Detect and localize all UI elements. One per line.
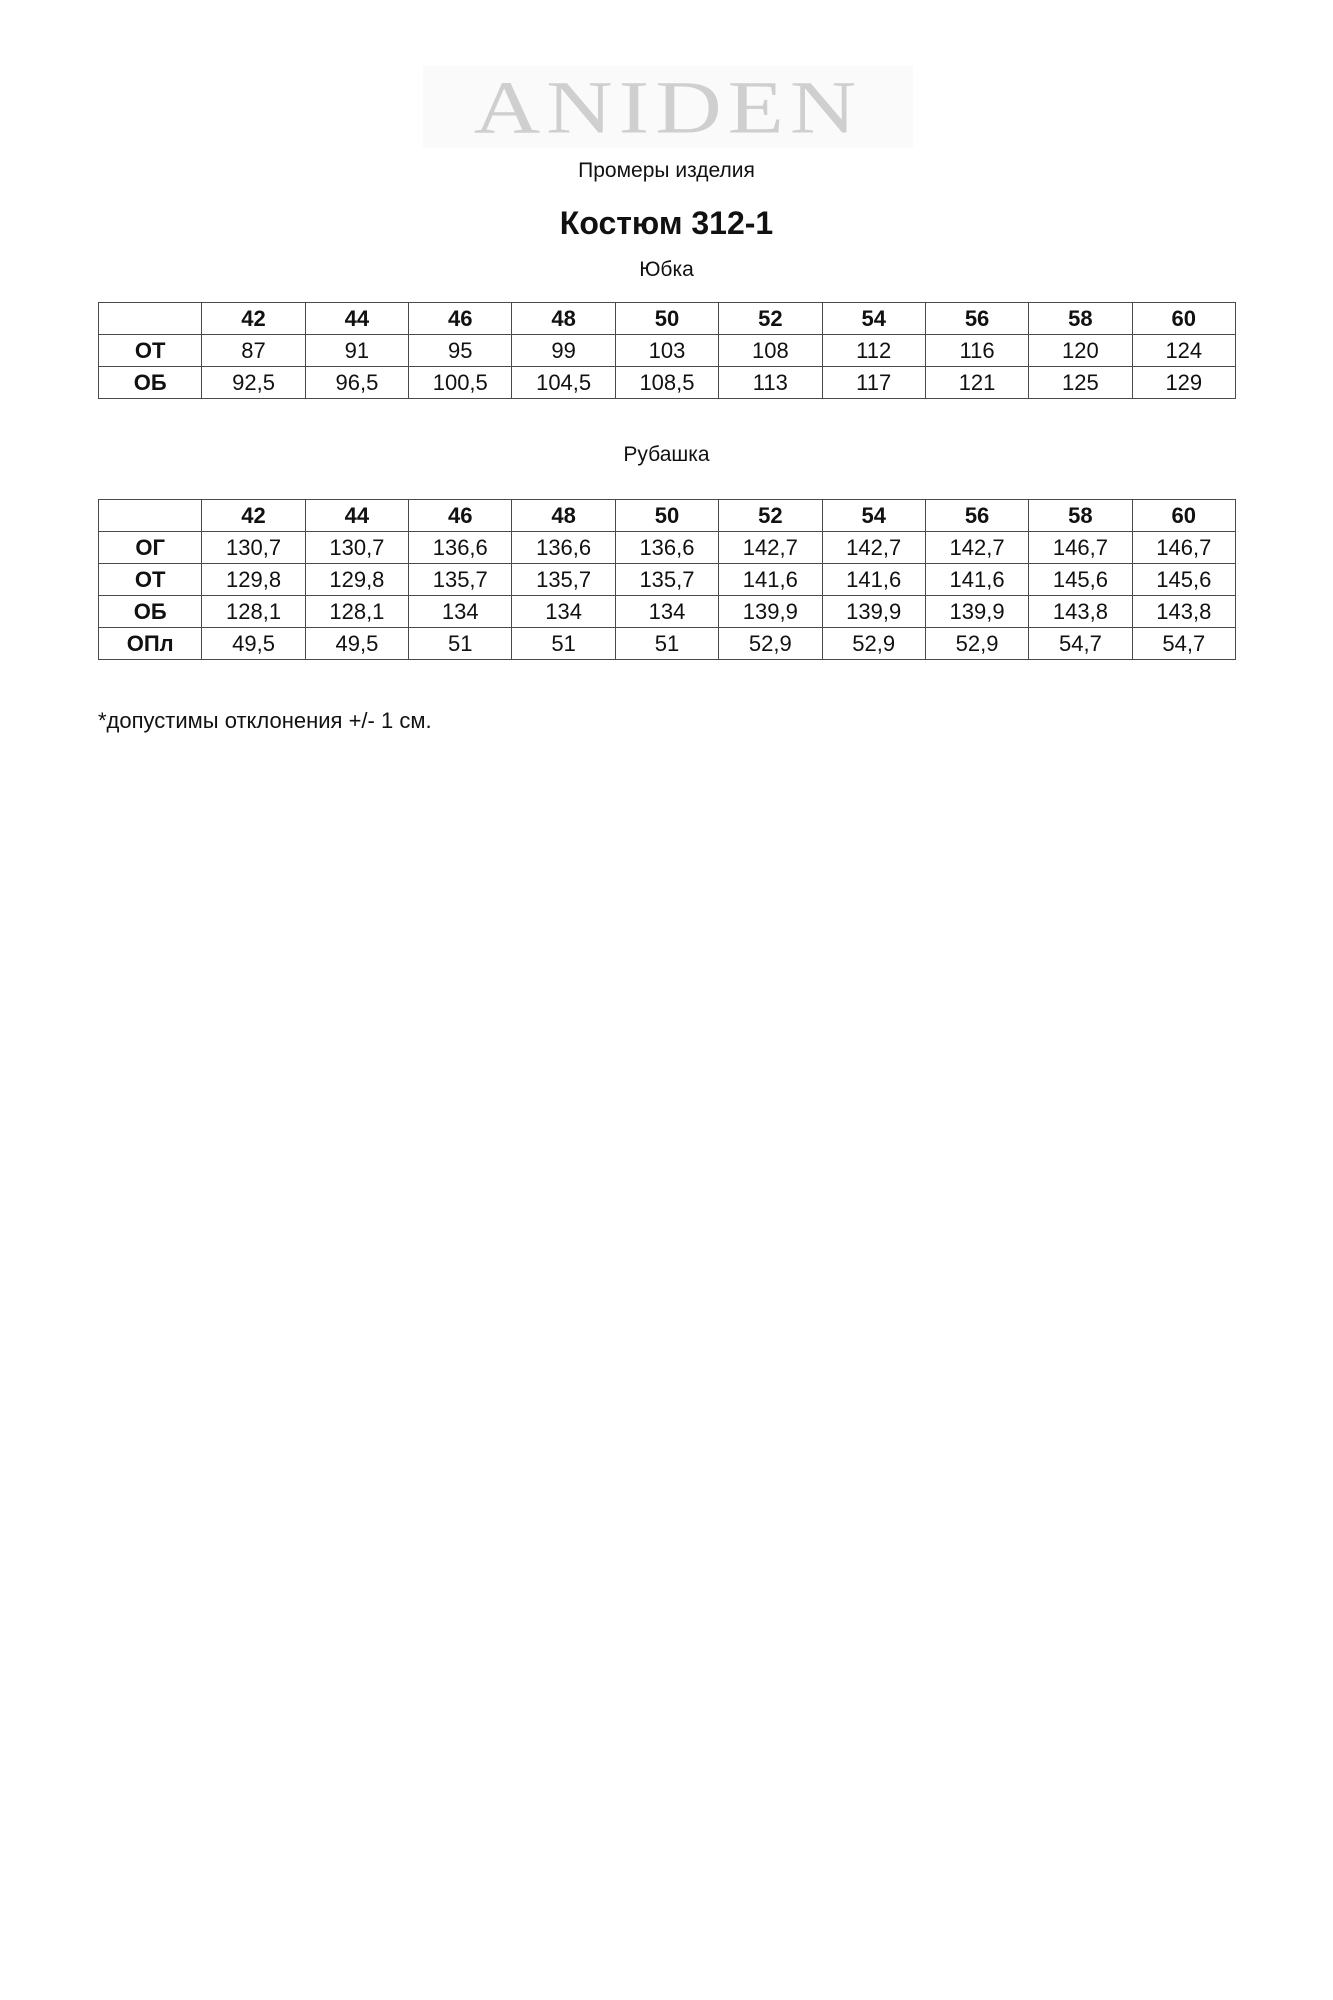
size-header-cell: 60: [1132, 303, 1235, 335]
measurement-cell: 130,7: [202, 532, 305, 564]
measurement-cell: 139,9: [719, 596, 822, 628]
measurement-cell: 134: [512, 596, 615, 628]
skirt-size-table: [98, 302, 1236, 399]
measurement-cell: 128,1: [202, 596, 305, 628]
row-label-cell: ОТ: [99, 335, 202, 367]
size-header-cell: 44: [305, 500, 408, 532]
measurement-cell: 143,8: [1132, 596, 1235, 628]
size-header-cell: 54: [822, 303, 925, 335]
measurement-cell: 49,5: [202, 628, 305, 660]
measurement-cell: 125: [1029, 367, 1132, 399]
size-header-cell: 52: [719, 500, 822, 532]
table-row: [99, 564, 1236, 596]
measurement-cell: 52,9: [822, 628, 925, 660]
size-header-cell: 42: [202, 303, 305, 335]
measurement-cell: 142,7: [719, 532, 822, 564]
table-row: [99, 628, 1236, 660]
tolerance-footnote: *допустимы отклонения +/- 1 см.: [98, 708, 432, 733]
brand-logo: [423, 66, 913, 148]
document-subtitle: Промеры изделия: [578, 159, 755, 182]
measurement-cell: 87: [202, 335, 305, 367]
measurement-cell: 143,8: [1029, 596, 1132, 628]
measurement-cell: 54,7: [1132, 628, 1235, 660]
table-header-row: [99, 500, 1236, 532]
measurement-cell: 54,7: [1029, 628, 1132, 660]
size-header-cell: 54: [822, 500, 925, 532]
row-label-cell: ОТ: [99, 564, 202, 596]
row-label-cell: ОБ: [99, 367, 202, 399]
measurement-cell: 52,9: [925, 628, 1028, 660]
measurement-cell: 129: [1132, 367, 1235, 399]
size-header-cell: 52: [719, 303, 822, 335]
measurement-cell: 134: [615, 596, 718, 628]
measurement-cell: 51: [512, 628, 615, 660]
measurement-cell: 129,8: [202, 564, 305, 596]
measurement-cell: 121: [925, 367, 1028, 399]
size-header-cell: 58: [1029, 500, 1132, 532]
size-header-cell: 56: [925, 303, 1028, 335]
size-header-cell: 44: [305, 303, 408, 335]
measurement-cell: 134: [409, 596, 512, 628]
measurement-cell: 141,6: [822, 564, 925, 596]
measurement-cell: 99: [512, 335, 615, 367]
table-row: [99, 596, 1236, 628]
measurement-cell: 108,5: [615, 367, 718, 399]
measurement-cell: 49,5: [305, 628, 408, 660]
document-title: Костюм 312-1: [559, 205, 774, 241]
measurement-cell: 139,9: [822, 596, 925, 628]
table-row: [99, 532, 1236, 564]
size-header-cell: 50: [615, 303, 718, 335]
measurement-cell: 117: [822, 367, 925, 399]
shirt-size-table: [98, 499, 1236, 660]
size-header-cell: 48: [512, 303, 615, 335]
measurement-cell: 135,7: [512, 564, 615, 596]
measurement-cell: 139,9: [925, 596, 1028, 628]
measurement-cell: 146,7: [1132, 532, 1235, 564]
measurement-cell: 136,6: [512, 532, 615, 564]
measurement-cell: 142,7: [925, 532, 1028, 564]
size-header-cell: 46: [409, 500, 512, 532]
measurement-cell: 135,7: [615, 564, 718, 596]
table-row: [99, 335, 1236, 367]
measurement-cell: 135,7: [409, 564, 512, 596]
measurement-cell: 120: [1029, 335, 1132, 367]
size-header-cell: 42: [202, 500, 305, 532]
measurement-cell: 103: [615, 335, 718, 367]
measurement-cell: 91: [305, 335, 408, 367]
section-title-shirt: Рубашка: [623, 443, 710, 466]
table-corner-cell: [99, 500, 202, 532]
brand-logo-text: ANIDEN: [473, 65, 863, 149]
measurement-cell: 51: [409, 628, 512, 660]
measurement-cell: 142,7: [822, 532, 925, 564]
measurement-cell: 51: [615, 628, 718, 660]
size-header-cell: 50: [615, 500, 718, 532]
measurement-cell: 130,7: [305, 532, 408, 564]
row-label-cell: ОБ: [99, 596, 202, 628]
measurement-cell: 141,6: [925, 564, 1028, 596]
measurement-cell: 146,7: [1029, 532, 1132, 564]
measurement-cell: 124: [1132, 335, 1235, 367]
measurement-cell: 136,6: [615, 532, 718, 564]
measurement-cell: 100,5: [409, 367, 512, 399]
table-header-row: [99, 303, 1236, 335]
measurement-cell: 113: [719, 367, 822, 399]
measurement-cell: 116: [925, 335, 1028, 367]
section-title-skirt: Юбка: [639, 258, 694, 281]
size-header-cell: 48: [512, 500, 615, 532]
measurement-cell: 145,6: [1132, 564, 1235, 596]
row-label-cell: ОГ: [99, 532, 202, 564]
measurement-cell: 96,5: [305, 367, 408, 399]
measurement-cell: 108: [719, 335, 822, 367]
measurement-cell: 92,5: [202, 367, 305, 399]
size-header-cell: 60: [1132, 500, 1235, 532]
measurement-cell: 145,6: [1029, 564, 1132, 596]
measurement-cell: 112: [822, 335, 925, 367]
measurement-cell: 128,1: [305, 596, 408, 628]
measurement-cell: 136,6: [409, 532, 512, 564]
measurement-cell: 52,9: [719, 628, 822, 660]
table-row: [99, 367, 1236, 399]
measurement-cell: 141,6: [719, 564, 822, 596]
measurement-cell: 95: [409, 335, 512, 367]
size-header-cell: 58: [1029, 303, 1132, 335]
size-header-cell: 46: [409, 303, 512, 335]
row-label-cell: ОПл: [99, 628, 202, 660]
measurement-cell: 129,8: [305, 564, 408, 596]
measurement-cell: 104,5: [512, 367, 615, 399]
size-header-cell: 56: [925, 500, 1028, 532]
table-corner-cell: [99, 303, 202, 335]
